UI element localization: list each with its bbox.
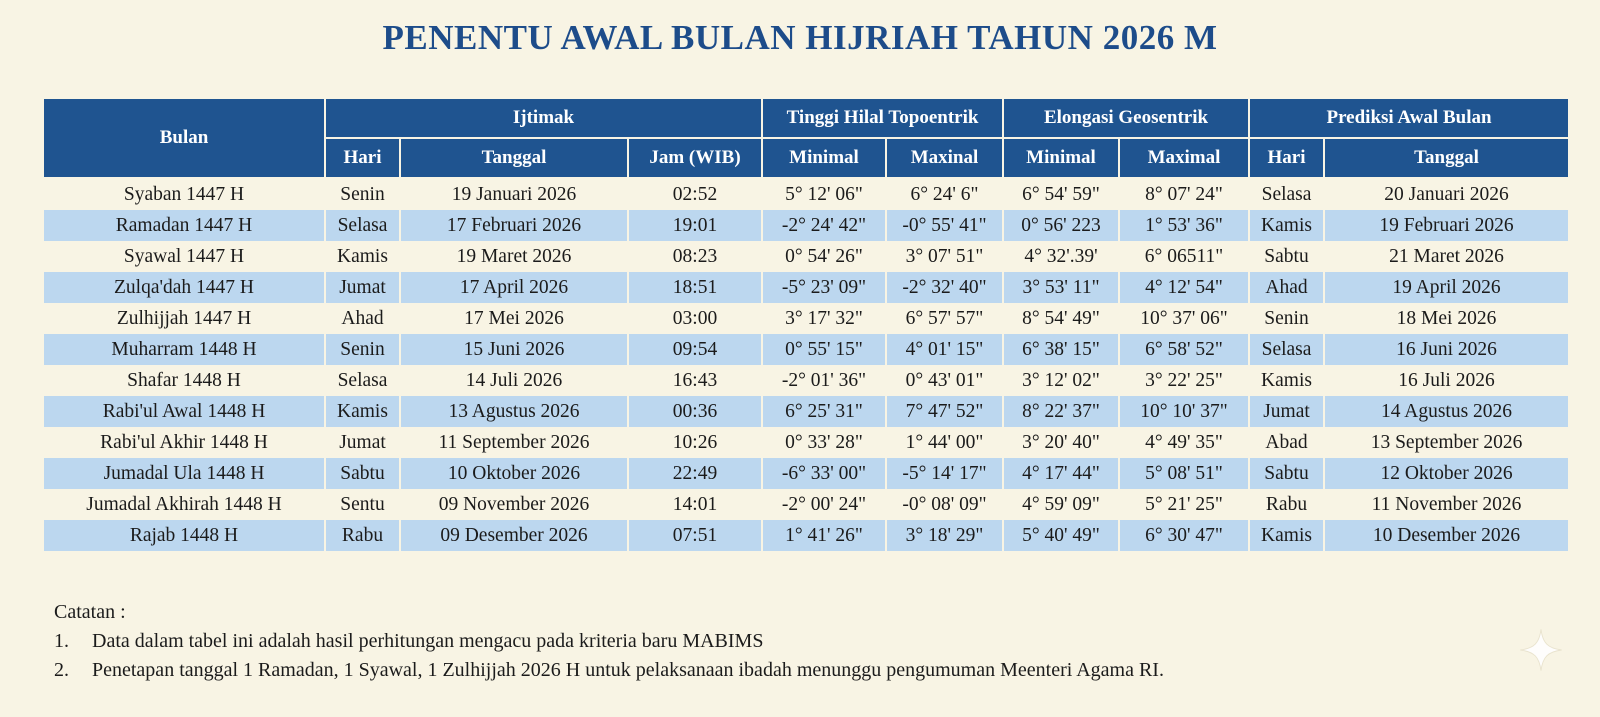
cell-ijtimak-jam: 22:49 — [628, 458, 762, 489]
cell-bulan: Ramadan 1447 H — [43, 210, 325, 241]
cell-ijtimak-tanggal: 19 Januari 2026 — [400, 178, 628, 210]
notes-section — [54, 598, 1164, 685]
cell-hilal-maximal: 3° 18' 29" — [886, 520, 1003, 551]
cell-ijtimak-tanggal: 19 Maret 2026 — [400, 241, 628, 272]
cell-prediksi-hari: Kamis — [1249, 365, 1324, 396]
cell-ijtimak-tanggal: 09 Desember 2026 — [400, 520, 628, 551]
cell-hilal-maximal: 1° 44' 00" — [886, 427, 1003, 458]
note-text: Penetapan tanggal 1 Ramadan, 1 Syawal, 1 Zulhijjah 2026 H untuk pelaksanaan ibadah menunggu pengumuman Meenteri Agama RI. — [92, 659, 1164, 681]
note-item — [54, 656, 1164, 685]
cell-elongasi-minimal: 3° 12' 02" — [1003, 365, 1119, 396]
cell-elongasi-minimal: 8° 54' 49" — [1003, 303, 1119, 334]
cell-ijtimak-tanggal: 14 Juli 2026 — [400, 365, 628, 396]
cell-ijtimak-jam: 19:01 — [628, 210, 762, 241]
cell-elongasi-minimal: 8° 22' 37" — [1003, 396, 1119, 427]
cell-prediksi-tanggal: 11 November 2026 — [1324, 489, 1569, 520]
subheader-ijtimak-hari: Hari — [325, 138, 400, 178]
cell-ijtimak-jam: 02:52 — [628, 178, 762, 210]
cell-elongasi-minimal: 4° 32'.39' — [1003, 241, 1119, 272]
note-text: Data dalam tabel ini adalah hasil perhitungan mengacu pada kriteria baru MABIMS — [92, 630, 764, 652]
cell-prediksi-tanggal: 20 Januari 2026 — [1324, 178, 1569, 210]
table-row — [43, 303, 1569, 334]
cell-hilal-maximal: -5° 14' 17" — [886, 458, 1003, 489]
table-row — [43, 458, 1569, 489]
subheader-prediksi-hari: Hari — [1249, 138, 1324, 178]
subheader-hilal-maximal: Maxinal — [886, 138, 1003, 178]
cell-prediksi-tanggal: 21 Maret 2026 — [1324, 241, 1569, 272]
table-row — [43, 489, 1569, 520]
cell-prediksi-tanggal: 19 Februari 2026 — [1324, 210, 1569, 241]
subheader-prediksi-tanggal: Tanggal — [1324, 138, 1569, 178]
cell-ijtimak-hari: Sentu — [325, 489, 400, 520]
cell-hilal-minimal: -2° 24' 42" — [762, 210, 886, 241]
cell-elongasi-maximal: 1° 53' 36" — [1119, 210, 1249, 241]
cell-prediksi-hari: Kamis — [1249, 210, 1324, 241]
cell-hilal-minimal: 3° 17' 32" — [762, 303, 886, 334]
cell-prediksi-tanggal: 12 Oktober 2026 — [1324, 458, 1569, 489]
cell-elongasi-minimal: 5° 40' 49" — [1003, 520, 1119, 551]
cell-elongasi-minimal: 6° 54' 59" — [1003, 178, 1119, 210]
cell-hilal-minimal: -2° 01' 36" — [762, 365, 886, 396]
cell-ijtimak-hari: Sabtu — [325, 458, 400, 489]
subheader-elongasi-maximal: Maximal — [1119, 138, 1249, 178]
table-row — [43, 334, 1569, 365]
cell-hilal-maximal: 6° 57' 57" — [886, 303, 1003, 334]
hijri-table — [42, 97, 1570, 551]
cell-ijtimak-hari: Selasa — [325, 210, 400, 241]
cell-elongasi-maximal: 8° 07' 24" — [1119, 178, 1249, 210]
cell-ijtimak-tanggal: 17 Februari 2026 — [400, 210, 628, 241]
cell-ijtimak-jam: 18:51 — [628, 272, 762, 303]
cell-ijtimak-jam: 08:23 — [628, 241, 762, 272]
cell-elongasi-maximal: 3° 22' 25" — [1119, 365, 1249, 396]
cell-ijtimak-hari: Kamis — [325, 396, 400, 427]
cell-prediksi-tanggal: 13 September 2026 — [1324, 427, 1569, 458]
cell-prediksi-tanggal: 19 April 2026 — [1324, 272, 1569, 303]
cell-ijtimak-hari: Senin — [325, 334, 400, 365]
cell-elongasi-minimal: 3° 20' 40" — [1003, 427, 1119, 458]
cell-elongasi-maximal: 6° 06511" — [1119, 241, 1249, 272]
cell-prediksi-hari: Senin — [1249, 303, 1324, 334]
cell-prediksi-hari: Jumat — [1249, 396, 1324, 427]
cell-bulan: Jumadal Akhirah 1448 H — [43, 489, 325, 520]
page-title: PENENTU AWAL BULAN HIJRIAH TAHUN 2026 M — [382, 18, 1218, 57]
table-row — [43, 178, 1569, 210]
subheader-ijtimak-jam: Jam (WIB) — [628, 138, 762, 178]
table-body — [43, 178, 1569, 551]
cell-ijtimak-tanggal: 13 Agustus 2026 — [400, 396, 628, 427]
cell-hilal-maximal: 4° 01' 15" — [886, 334, 1003, 365]
cell-hilal-minimal: 0° 54' 26" — [762, 241, 886, 272]
header-prediksi: Prediksi Awal Bulan — [1249, 98, 1569, 138]
cell-hilal-minimal: -5° 23' 09" — [762, 272, 886, 303]
cell-prediksi-hari: Selasa — [1249, 334, 1324, 365]
cell-hilal-maximal: 3° 07' 51" — [886, 241, 1003, 272]
cell-elongasi-minimal: 3° 53' 11" — [1003, 272, 1119, 303]
table-row — [43, 272, 1569, 303]
note-number: 2. — [54, 659, 69, 681]
cell-ijtimak-hari: Kamis — [325, 241, 400, 272]
cell-bulan: Zulqa'dah 1447 H — [43, 272, 325, 303]
cell-elongasi-maximal: 4° 49' 35" — [1119, 427, 1249, 458]
cell-elongasi-minimal: 6° 38' 15" — [1003, 334, 1119, 365]
cell-prediksi-tanggal: 10 Desember 2026 — [1324, 520, 1569, 551]
cell-hilal-minimal: 5° 12' 06" — [762, 178, 886, 210]
cell-elongasi-maximal: 6° 30' 47" — [1119, 520, 1249, 551]
cell-hilal-minimal: 0° 55' 15" — [762, 334, 886, 365]
cell-elongasi-maximal: 10° 10' 37" — [1119, 396, 1249, 427]
cell-ijtimak-jam: 10:26 — [628, 427, 762, 458]
cell-bulan: Rajab 1448 H — [43, 520, 325, 551]
cell-elongasi-maximal: 5° 21' 25" — [1119, 489, 1249, 520]
cell-hilal-maximal: 0° 43' 01" — [886, 365, 1003, 396]
notes-heading: Catatan : — [54, 601, 126, 623]
cell-hilal-maximal: -2° 32' 40" — [886, 272, 1003, 303]
cell-ijtimak-jam: 09:54 — [628, 334, 762, 365]
cell-ijtimak-tanggal: 09 November 2026 — [400, 489, 628, 520]
header-bulan: Bulan — [43, 98, 325, 178]
cell-elongasi-minimal: 0° 56' 223 — [1003, 210, 1119, 241]
cell-ijtimak-jam: 07:51 — [628, 520, 762, 551]
cell-elongasi-maximal: 6° 58' 52" — [1119, 334, 1249, 365]
cell-elongasi-minimal: 4° 59' 09" — [1003, 489, 1119, 520]
cell-hilal-maximal: -0° 55' 41" — [886, 210, 1003, 241]
cell-prediksi-hari: Sabtu — [1249, 241, 1324, 272]
cell-ijtimak-jam: 03:00 — [628, 303, 762, 334]
cell-hilal-minimal: -6° 33' 00" — [762, 458, 886, 489]
cell-bulan: Shafar 1448 H — [43, 365, 325, 396]
header-tinggi-hilal: Tinggi Hilal Topoentrik — [762, 98, 1003, 138]
cell-prediksi-hari: Selasa — [1249, 178, 1324, 210]
cell-elongasi-maximal: 5° 08' 51" — [1119, 458, 1249, 489]
cell-prediksi-tanggal: 18 Mei 2026 — [1324, 303, 1569, 334]
cell-prediksi-hari: Ahad — [1249, 272, 1324, 303]
cell-bulan: Jumadal Ula 1448 H — [43, 458, 325, 489]
cell-hilal-minimal: 6° 25' 31" — [762, 396, 886, 427]
subheader-hilal-minimal: Minimal — [762, 138, 886, 178]
cell-ijtimak-tanggal: 11 September 2026 — [400, 427, 628, 458]
cell-prediksi-tanggal: 16 Juni 2026 — [1324, 334, 1569, 365]
table-row — [43, 520, 1569, 551]
cell-prediksi-tanggal: 14 Agustus 2026 — [1324, 396, 1569, 427]
cell-ijtimak-hari: Selasa — [325, 365, 400, 396]
cell-hilal-maximal: -0° 08' 09" — [886, 489, 1003, 520]
cell-ijtimak-hari: Jumat — [325, 427, 400, 458]
cell-hilal-minimal: -2° 00' 24" — [762, 489, 886, 520]
table-row — [43, 210, 1569, 241]
cell-ijtimak-tanggal: 15 Juni 2026 — [400, 334, 628, 365]
cell-prediksi-hari: Rabu — [1249, 489, 1324, 520]
cell-ijtimak-jam: 00:36 — [628, 396, 762, 427]
cell-bulan: Rabi'ul Awal 1448 H — [43, 396, 325, 427]
header-elongasi: Elongasi Geosentrik — [1003, 98, 1249, 138]
subheader-elongasi-minimal: Minimal — [1003, 138, 1119, 178]
cell-hilal-minimal: 0° 33' 28" — [762, 427, 886, 458]
cell-hilal-maximal: 6° 24' 6" — [886, 178, 1003, 210]
cell-prediksi-tanggal: 16 Juli 2026 — [1324, 365, 1569, 396]
note-number: 1. — [54, 630, 69, 652]
cell-elongasi-maximal: 10° 37' 06" — [1119, 303, 1249, 334]
cell-hilal-minimal: 1° 41' 26" — [762, 520, 886, 551]
cell-elongasi-minimal: 4° 17' 44" — [1003, 458, 1119, 489]
cell-ijtimak-hari: Rabu — [325, 520, 400, 551]
cell-bulan: Zulhijjah 1447 H — [43, 303, 325, 334]
cell-ijtimak-tanggal: 17 Mei 2026 — [400, 303, 628, 334]
cell-bulan: Muharram 1448 H — [43, 334, 325, 365]
cell-bulan: Rabi'ul Akhir 1448 H — [43, 427, 325, 458]
table-row — [43, 365, 1569, 396]
cell-ijtimak-hari: Ahad — [325, 303, 400, 334]
note-item — [54, 627, 1164, 656]
cell-ijtimak-hari: Jumat — [325, 272, 400, 303]
cell-prediksi-hari: Abad — [1249, 427, 1324, 458]
cell-ijtimak-hari: Senin — [325, 178, 400, 210]
cell-ijtimak-jam: 14:01 — [628, 489, 762, 520]
cell-bulan: Syaban 1447 H — [43, 178, 325, 210]
cell-prediksi-hari: Kamis — [1249, 520, 1324, 551]
table-row — [43, 241, 1569, 272]
cell-elongasi-maximal: 4° 12' 54" — [1119, 272, 1249, 303]
table-row — [43, 396, 1569, 427]
table-row — [43, 427, 1569, 458]
cell-ijtimak-tanggal: 17 April 2026 — [400, 272, 628, 303]
cell-ijtimak-tanggal: 10 Oktober 2026 — [400, 458, 628, 489]
subheader-ijtimak-tanggal: Tanggal — [400, 138, 628, 178]
header-ijtimak: Ijtimak — [325, 98, 762, 138]
cell-bulan: Syawal 1447 H — [43, 241, 325, 272]
cell-hilal-maximal: 7° 47' 52" — [886, 396, 1003, 427]
cell-prediksi-hari: Sabtu — [1249, 458, 1324, 489]
cell-ijtimak-jam: 16:43 — [628, 365, 762, 396]
sparkle-icon — [1518, 627, 1564, 673]
